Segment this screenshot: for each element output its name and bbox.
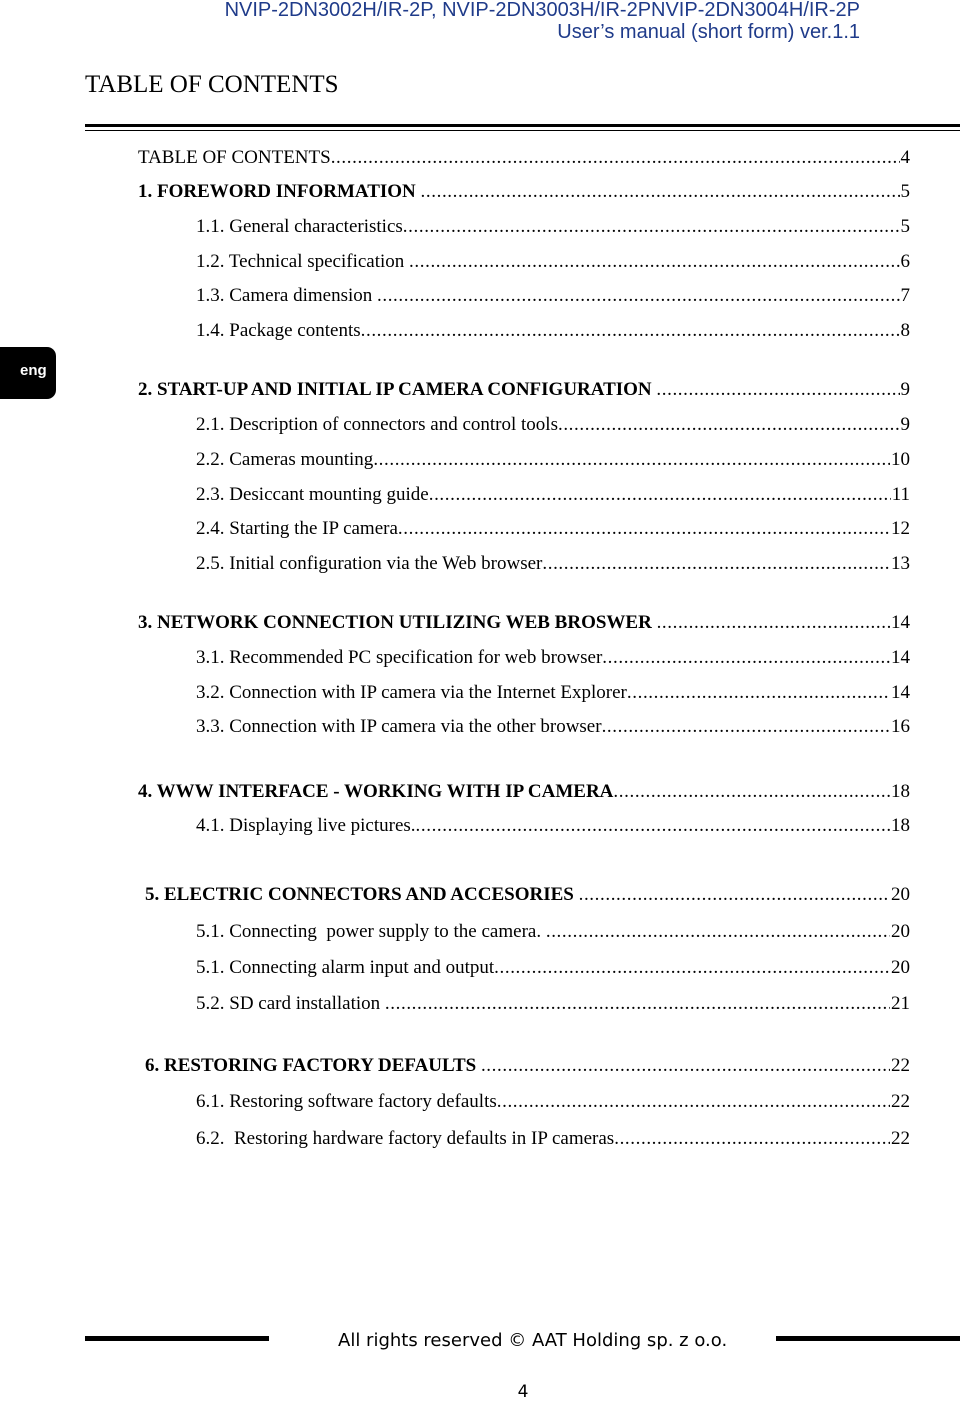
toc-entry-2-5[interactable] <box>196 552 910 576</box>
toc-page: 11 <box>891 484 910 505</box>
toc-page: 10 <box>891 449 910 470</box>
title-rule-thin <box>85 130 960 131</box>
toc-entry-1-4[interactable] <box>196 319 910 343</box>
toc-page: 14 <box>891 612 910 633</box>
toc-entry-1-2[interactable] <box>196 250 910 274</box>
toc-leader <box>602 646 890 670</box>
toc-page: 14 <box>891 647 910 668</box>
toc-entry-1-3[interactable] <box>196 284 910 308</box>
toc-entry-chapter-2[interactable] <box>138 378 910 402</box>
toc-leader <box>403 215 900 239</box>
toc-entry-text: 5.1. Connecting alarm input and output <box>196 957 495 978</box>
toc-leader <box>657 611 890 635</box>
toc-entry-text: 2.5. Initial configuration via the Web browser <box>196 553 543 574</box>
toc-page: 13 <box>891 553 910 574</box>
toc-page: 21 <box>891 993 910 1014</box>
header-manual-line: User’s manual (short form) ver.1.1 <box>557 21 860 43</box>
language-tab <box>0 347 56 399</box>
toc-leader <box>656 378 899 402</box>
toc-page: 18 <box>891 815 910 836</box>
toc-entry-6-2[interactable] <box>196 1127 910 1151</box>
toc-entry-chapter-6[interactable] <box>145 1054 910 1078</box>
toc-page: 20 <box>891 921 910 942</box>
toc-entry-2-2[interactable] <box>196 448 910 472</box>
toc-entry-text: 1. FOREWORD INFORMATION <box>138 181 421 202</box>
toc-page: 22 <box>891 1128 910 1149</box>
toc-entry-2-4[interactable] <box>196 517 910 541</box>
toc-page: 4 <box>900 147 910 168</box>
toc-page: 8 <box>900 320 910 341</box>
toc-leader <box>421 180 900 204</box>
toc-entry-text: 5.2. SD card installation <box>196 993 385 1014</box>
toc-leader <box>613 780 890 804</box>
toc-leader <box>429 483 891 507</box>
footer-rule-left <box>85 1336 269 1341</box>
toc-entry-chapter-3[interactable] <box>138 611 910 635</box>
toc-page: 22 <box>891 1055 910 1076</box>
toc-entry-5-1-power[interactable] <box>196 920 910 944</box>
title-rule-thick <box>85 124 960 127</box>
toc-entry-text: 2. START-UP AND INITIAL IP CAMERA CONFIGURATION <box>138 379 657 400</box>
toc-leader <box>481 1054 890 1078</box>
toc-page: 9 <box>900 379 910 400</box>
toc-entry-1-1[interactable] <box>196 215 910 239</box>
toc-leader <box>627 681 890 705</box>
toc-entry-text: 3.3. Connection with IP camera via the other browser <box>196 716 602 737</box>
toc-entry-text: 2.3. Desiccant mounting guide <box>196 484 429 505</box>
toc-entry-chapter-5[interactable] <box>145 883 910 907</box>
toc-entry-4-1[interactable] <box>196 814 910 838</box>
toc-entry-chapter-4[interactable] <box>138 780 910 804</box>
toc-entry-text: 1.3. Camera dimension <box>196 285 377 306</box>
toc-entry-2-1[interactable] <box>196 413 910 437</box>
toc-entry-chapter-1[interactable] <box>138 180 910 204</box>
toc-leader <box>377 284 900 308</box>
header-model-line: NVIP-2DN3002H/IR-2P, NVIP-2DN3003H/IR-2PNVIP-2DN3004H/IR-2P <box>224 0 860 21</box>
toc-leader <box>579 883 890 907</box>
toc-entry-text: 6.1. Restoring software factory defaults <box>196 1091 497 1112</box>
toc-entry-3-1[interactable] <box>196 646 910 670</box>
toc-leader <box>546 920 890 944</box>
toc-leader <box>416 814 890 838</box>
toc-leader <box>494 956 890 980</box>
page-title: TABLE OF CONTENTS <box>85 71 339 98</box>
toc-page: 14 <box>891 682 910 703</box>
toc-entry-text: 2.1. Description of connectors and control tools <box>196 414 558 435</box>
toc-page: 22 <box>891 1091 910 1112</box>
toc-leader <box>409 250 899 274</box>
toc-leader <box>361 319 900 343</box>
toc-page: 5 <box>900 181 910 202</box>
toc-entry-text: TABLE OF CONTENTS <box>138 147 331 168</box>
toc-entry-text: 1.2. Technical specification <box>196 251 410 272</box>
language-tab-label: eng <box>20 362 47 379</box>
toc-entry-3-2[interactable] <box>196 681 910 705</box>
toc-entry-text: 5. ELECTRIC CONNECTORS AND ACCESORIES <box>145 884 579 905</box>
toc-page: 20 <box>891 957 910 978</box>
toc-page: 5 <box>900 216 910 237</box>
toc-leader <box>331 146 900 170</box>
toc-entry-5-1-alarm[interactable] <box>196 956 910 980</box>
toc-entry-text: 4. WWW INTERFACE - WORKING WITH IP CAMERA <box>138 781 614 802</box>
toc-entry-text: 3. NETWORK CONNECTION UTILIZING WEB BROSWER <box>138 612 657 633</box>
toc-entry-title[interactable] <box>138 146 910 170</box>
toc-leader <box>398 517 890 541</box>
toc-entry-text: 2.2. Cameras mounting <box>196 449 374 470</box>
toc-entry-text: 1.1. General characteristics <box>196 216 403 237</box>
toc-leader <box>614 1127 890 1151</box>
toc-entry-2-3[interactable] <box>196 483 910 507</box>
toc-page: 18 <box>891 781 910 802</box>
toc-leader <box>542 552 890 576</box>
toc-leader <box>602 715 890 739</box>
toc-entry-text: 6.2. Restoring hardware factory defaults in IP cameras <box>196 1128 615 1149</box>
toc-entry-5-2[interactable] <box>196 992 910 1016</box>
toc-leader <box>497 1090 890 1114</box>
toc-entry-3-3[interactable] <box>196 715 910 739</box>
toc-entry-text: 4.1. Displaying live pictures. <box>196 815 416 836</box>
toc-leader <box>385 992 890 1016</box>
toc-entry-text: 2.4. Starting the IP camera <box>196 518 398 539</box>
footer-copyright: All rights reserved © AAT Holding sp. z o.o. <box>338 1330 728 1351</box>
toc-leader <box>558 413 900 437</box>
toc-entry-text: 1.4. Package contents <box>196 320 361 341</box>
footer-rule-right <box>776 1336 960 1341</box>
toc-page: 16 <box>891 716 910 737</box>
toc-page: 9 <box>900 414 910 435</box>
toc-page: 12 <box>891 518 910 539</box>
toc-page: 20 <box>891 884 910 905</box>
page-number: 4 <box>517 1382 529 1402</box>
toc-page: 6 <box>900 251 910 272</box>
toc-leader <box>373 448 890 472</box>
toc-entry-text: 3.2. Connection with IP camera via the Internet Explorer <box>196 682 627 703</box>
toc-entry-6-1[interactable] <box>196 1090 910 1114</box>
toc-entry-text: 5.1. Connecting power supply to the camera. <box>196 921 546 942</box>
toc-page: 7 <box>900 285 910 306</box>
toc-entry-text: 6. RESTORING FACTORY DEFAULTS <box>145 1055 481 1076</box>
toc-entry-text: 3.1. Recommended PC specification for web browser <box>196 647 603 668</box>
